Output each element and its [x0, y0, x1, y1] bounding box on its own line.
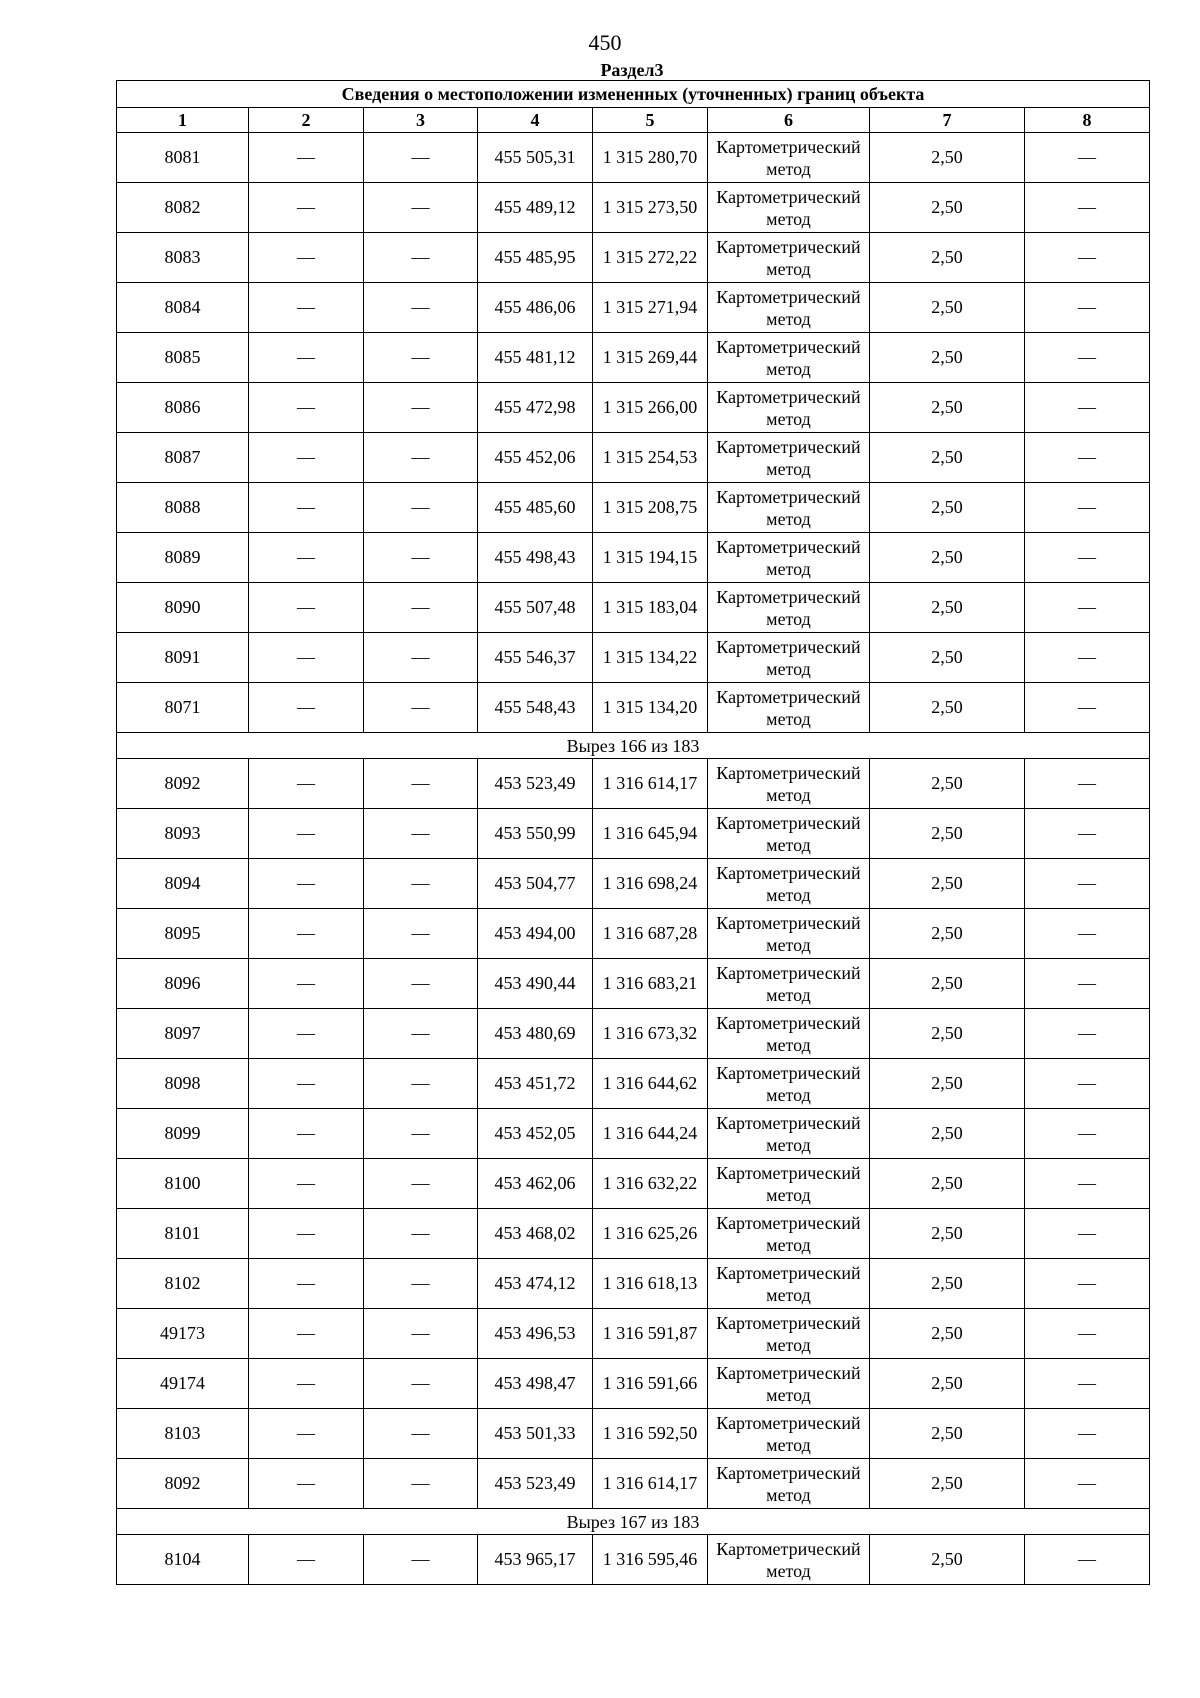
col-8-cell: — [1025, 383, 1150, 433]
determination-method-cell: Картометрический метод [708, 1059, 870, 1109]
col-2-cell: — [249, 533, 364, 583]
col-8-cell: — [1025, 633, 1150, 683]
col-3-cell: — [364, 483, 478, 533]
accuracy-cell: 2,50 [870, 1359, 1025, 1409]
table-row [117, 1159, 1150, 1209]
col-3-cell: — [364, 333, 478, 383]
point-number-cell: 8093 [117, 809, 249, 859]
table-row [117, 433, 1150, 483]
x-coordinate-cell: 453 501,33 [478, 1409, 593, 1459]
point-number-cell: 8092 [117, 759, 249, 809]
accuracy-cell: 2,50 [870, 959, 1025, 1009]
y-coordinate-cell: 1 316 687,28 [593, 909, 708, 959]
table-row [117, 183, 1150, 233]
y-coordinate-cell: 1 316 614,17 [593, 759, 708, 809]
table-row [117, 483, 1150, 533]
col-3-cell: — [364, 909, 478, 959]
col-3-cell: — [364, 1159, 478, 1209]
y-coordinate-cell: 1 316 614,17 [593, 1459, 708, 1509]
col-2-cell: — [249, 333, 364, 383]
point-number-cell: 8088 [117, 483, 249, 533]
y-coordinate-cell: 1 315 254,53 [593, 433, 708, 483]
col-3-cell: — [364, 859, 478, 909]
col-3-cell: — [364, 233, 478, 283]
table-row [117, 533, 1150, 583]
col-2-cell: — [249, 1109, 364, 1159]
table-row [117, 1309, 1150, 1359]
col-3-cell: — [364, 383, 478, 433]
accuracy-cell: 2,50 [870, 183, 1025, 233]
x-coordinate-cell: 455 505,31 [478, 133, 593, 183]
determination-method-cell: Картометрический метод [708, 233, 870, 283]
x-coordinate-cell: 453 474,12 [478, 1259, 593, 1309]
column-header-5: 5 [593, 108, 708, 133]
table-row [117, 633, 1150, 683]
table-row [117, 809, 1150, 859]
cutout-label: Вырез 166 из 183 [117, 733, 1150, 759]
col-3-cell: — [364, 1059, 478, 1109]
table-row [117, 859, 1150, 909]
determination-method-cell: Картометрический метод [708, 433, 870, 483]
point-number-cell: 8099 [117, 1109, 249, 1159]
table-row [117, 133, 1150, 183]
col-3-cell: — [364, 183, 478, 233]
table-row [117, 583, 1150, 633]
col-3-cell: — [364, 283, 478, 333]
col-3-cell: — [364, 1259, 478, 1309]
point-number-cell: 8086 [117, 383, 249, 433]
col-2-cell: — [249, 583, 364, 633]
determination-method-cell: Картометрический метод [708, 583, 870, 633]
accuracy-cell: 2,50 [870, 859, 1025, 909]
col-8-cell: — [1025, 959, 1150, 1009]
table-row [117, 1259, 1150, 1309]
col-8-cell: — [1025, 809, 1150, 859]
x-coordinate-cell: 453 523,49 [478, 759, 593, 809]
determination-method-cell: Картометрический метод [708, 133, 870, 183]
col-3-cell: — [364, 433, 478, 483]
col-2-cell: — [249, 1535, 364, 1585]
col-8-cell: — [1025, 233, 1150, 283]
y-coordinate-cell: 1 316 644,62 [593, 1059, 708, 1109]
y-coordinate-cell: 1 316 632,22 [593, 1159, 708, 1209]
col-3-cell: — [364, 1009, 478, 1059]
col-8-cell: — [1025, 759, 1150, 809]
cutout-label: Вырез 167 из 183 [117, 1509, 1150, 1535]
determination-method-cell: Картометрический метод [708, 283, 870, 333]
table-row [117, 383, 1150, 433]
y-coordinate-cell: 1 315 272,22 [593, 233, 708, 283]
col-8-cell: — [1025, 909, 1150, 959]
x-coordinate-cell: 453 965,17 [478, 1535, 593, 1585]
col-2-cell: — [249, 383, 364, 433]
y-coordinate-cell: 1 316 591,66 [593, 1359, 708, 1409]
boundary-coordinates-table [116, 80, 1150, 1585]
determination-method-cell: Картометрический метод [708, 859, 870, 909]
col-8-cell: — [1025, 859, 1150, 909]
point-number-cell: 8103 [117, 1409, 249, 1459]
table-row [117, 683, 1150, 733]
determination-method-cell: Картометрический метод [708, 1009, 870, 1059]
y-coordinate-cell: 1 316 698,24 [593, 859, 708, 909]
col-2-cell: — [249, 1309, 364, 1359]
point-number-cell: 8083 [117, 233, 249, 283]
table-row [117, 1535, 1150, 1585]
determination-method-cell: Картометрический метод [708, 959, 870, 1009]
col-8-cell: — [1025, 1259, 1150, 1309]
col-2-cell: — [249, 433, 364, 483]
col-8-cell: — [1025, 183, 1150, 233]
cutout-section-row [117, 733, 1150, 759]
col-2-cell: — [249, 859, 364, 909]
determination-method-cell: Картометрический метод [708, 809, 870, 859]
accuracy-cell: 2,50 [870, 483, 1025, 533]
col-2-cell: — [249, 683, 364, 733]
column-header-8: 8 [1025, 108, 1150, 133]
x-coordinate-cell: 453 550,99 [478, 809, 593, 859]
accuracy-cell: 2,50 [870, 1009, 1025, 1059]
determination-method-cell: Картометрический метод [708, 1535, 870, 1585]
table-row [117, 959, 1150, 1009]
table-row [117, 759, 1150, 809]
col-2-cell: — [249, 959, 364, 1009]
determination-method-cell: Картометрический метод [708, 1309, 870, 1359]
accuracy-cell: 2,50 [870, 433, 1025, 483]
column-header-6: 6 [708, 108, 870, 133]
page-number: 450 [588, 30, 622, 55]
x-coordinate-cell: 453 494,00 [478, 909, 593, 959]
col-2-cell: — [249, 759, 364, 809]
x-coordinate-cell: 455 507,48 [478, 583, 593, 633]
point-number-cell: 8085 [117, 333, 249, 383]
y-coordinate-cell: 1 316 645,94 [593, 809, 708, 859]
point-number-cell: 8097 [117, 1009, 249, 1059]
y-coordinate-cell: 1 315 271,94 [593, 283, 708, 333]
col-2-cell: — [249, 809, 364, 859]
y-coordinate-cell: 1 315 273,50 [593, 183, 708, 233]
determination-method-cell: Картометрический метод [708, 1359, 870, 1409]
point-number-cell: 8102 [117, 1259, 249, 1309]
accuracy-cell: 2,50 [870, 909, 1025, 959]
col-3-cell: — [364, 1109, 478, 1159]
col-2-cell: — [249, 1059, 364, 1109]
column-header-7: 7 [870, 108, 1025, 133]
accuracy-cell: 2,50 [870, 583, 1025, 633]
y-coordinate-cell: 1 315 280,70 [593, 133, 708, 183]
table-row [117, 233, 1150, 283]
x-coordinate-cell: 455 546,37 [478, 633, 593, 683]
accuracy-cell: 2,50 [870, 1159, 1025, 1209]
point-number-cell: 49173 [117, 1309, 249, 1359]
col-2-cell: — [249, 1159, 364, 1209]
col-8-cell: — [1025, 283, 1150, 333]
accuracy-cell: 2,50 [870, 533, 1025, 583]
determination-method-cell: Картометрический метод [708, 483, 870, 533]
determination-method-cell: Картометрический метод [708, 1409, 870, 1459]
table-row [117, 283, 1150, 333]
accuracy-cell: 2,50 [870, 383, 1025, 433]
y-coordinate-cell: 1 315 266,00 [593, 383, 708, 433]
determination-method-cell: Картометрический метод [708, 1159, 870, 1209]
col-3-cell: — [364, 1309, 478, 1359]
point-number-cell: 8100 [117, 1159, 249, 1209]
col-3-cell: — [364, 1409, 478, 1459]
col-3-cell: — [364, 633, 478, 683]
point-number-cell: 8104 [117, 1535, 249, 1585]
col-2-cell: — [249, 483, 364, 533]
section-title: Раздел3 [600, 60, 664, 80]
point-number-cell: 8089 [117, 533, 249, 583]
col-3-cell: — [364, 133, 478, 183]
column-header-row [117, 108, 1150, 133]
y-coordinate-cell: 1 316 683,21 [593, 959, 708, 1009]
col-3-cell: — [364, 1535, 478, 1585]
point-number-cell: 8084 [117, 283, 249, 333]
y-coordinate-cell: 1 316 618,13 [593, 1259, 708, 1309]
col-3-cell: — [364, 583, 478, 633]
y-coordinate-cell: 1 315 183,04 [593, 583, 708, 633]
col-8-cell: — [1025, 483, 1150, 533]
col-8-cell: — [1025, 1409, 1150, 1459]
column-header-3: 3 [364, 108, 478, 133]
table-row [117, 1409, 1150, 1459]
determination-method-cell: Картометрический метод [708, 1259, 870, 1309]
x-coordinate-cell: 455 486,06 [478, 283, 593, 333]
accuracy-cell: 2,50 [870, 133, 1025, 183]
accuracy-cell: 2,50 [870, 1209, 1025, 1259]
determination-method-cell: Картометрический метод [708, 909, 870, 959]
determination-method-cell: Картометрический метод [708, 1209, 870, 1259]
col-2-cell: — [249, 1209, 364, 1259]
col-8-cell: — [1025, 533, 1150, 583]
table-caption: Сведения о местоположении измененных (уточненных) границ объекта [117, 81, 1150, 108]
point-number-cell: 8094 [117, 859, 249, 909]
col-3-cell: — [364, 1459, 478, 1509]
accuracy-cell: 2,50 [870, 233, 1025, 283]
col-8-cell: — [1025, 1059, 1150, 1109]
x-coordinate-cell: 455 489,12 [478, 183, 593, 233]
accuracy-cell: 2,50 [870, 1535, 1025, 1585]
point-number-cell: 8098 [117, 1059, 249, 1109]
table-row [117, 1209, 1150, 1259]
col-2-cell: — [249, 133, 364, 183]
x-coordinate-cell: 455 472,98 [478, 383, 593, 433]
point-number-cell: 8095 [117, 909, 249, 959]
column-header-2: 2 [249, 108, 364, 133]
table-row [117, 1109, 1150, 1159]
col-3-cell: — [364, 683, 478, 733]
table-row [117, 333, 1150, 383]
col-3-cell: — [364, 1209, 478, 1259]
col-2-cell: — [249, 1359, 364, 1409]
determination-method-cell: Картометрический метод [708, 533, 870, 583]
determination-method-cell: Картометрический метод [708, 633, 870, 683]
y-coordinate-cell: 1 316 644,24 [593, 1109, 708, 1159]
x-coordinate-cell: 453 498,47 [478, 1359, 593, 1409]
table-row [117, 1459, 1150, 1509]
col-3-cell: — [364, 809, 478, 859]
point-number-cell: 8081 [117, 133, 249, 183]
determination-method-cell: Картометрический метод [708, 333, 870, 383]
col-2-cell: — [249, 233, 364, 283]
y-coordinate-cell: 1 316 673,32 [593, 1009, 708, 1059]
col-3-cell: — [364, 759, 478, 809]
col-3-cell: — [364, 959, 478, 1009]
determination-method-cell: Картометрический метод [708, 1459, 870, 1509]
col-2-cell: — [249, 1009, 364, 1059]
point-number-cell: 8096 [117, 959, 249, 1009]
table-row [117, 1009, 1150, 1059]
col-3-cell: — [364, 533, 478, 583]
y-coordinate-cell: 1 316 592,50 [593, 1409, 708, 1459]
table-row [117, 1059, 1150, 1109]
col-8-cell: — [1025, 1209, 1150, 1259]
y-coordinate-cell: 1 315 134,20 [593, 683, 708, 733]
y-coordinate-cell: 1 315 194,15 [593, 533, 708, 583]
x-coordinate-cell: 453 523,49 [478, 1459, 593, 1509]
table-row [117, 1359, 1150, 1409]
y-coordinate-cell: 1 315 269,44 [593, 333, 708, 383]
x-coordinate-cell: 455 485,60 [478, 483, 593, 533]
accuracy-cell: 2,50 [870, 1059, 1025, 1109]
point-number-cell: 8091 [117, 633, 249, 683]
y-coordinate-cell: 1 316 595,46 [593, 1535, 708, 1585]
col-8-cell: — [1025, 1459, 1150, 1509]
determination-method-cell: Картометрический метод [708, 383, 870, 433]
accuracy-cell: 2,50 [870, 633, 1025, 683]
x-coordinate-cell: 453 490,44 [478, 959, 593, 1009]
table-row [117, 909, 1150, 959]
x-coordinate-cell: 455 485,95 [478, 233, 593, 283]
col-2-cell: — [249, 633, 364, 683]
point-number-cell: 8092 [117, 1459, 249, 1509]
determination-method-cell: Картометрический метод [708, 183, 870, 233]
point-number-cell: 8087 [117, 433, 249, 483]
accuracy-cell: 2,50 [870, 1309, 1025, 1359]
accuracy-cell: 2,50 [870, 283, 1025, 333]
x-coordinate-cell: 453 462,06 [478, 1159, 593, 1209]
determination-method-cell: Картометрический метод [708, 759, 870, 809]
x-coordinate-cell: 453 468,02 [478, 1209, 593, 1259]
accuracy-cell: 2,50 [870, 809, 1025, 859]
accuracy-cell: 2,50 [870, 683, 1025, 733]
col-3-cell: — [364, 1359, 478, 1409]
col-8-cell: — [1025, 1009, 1150, 1059]
x-coordinate-cell: 453 480,69 [478, 1009, 593, 1059]
x-coordinate-cell: 455 498,43 [478, 533, 593, 583]
col-8-cell: — [1025, 133, 1150, 183]
x-coordinate-cell: 453 504,77 [478, 859, 593, 909]
col-2-cell: — [249, 183, 364, 233]
col-8-cell: — [1025, 1535, 1150, 1585]
col-2-cell: — [249, 1459, 364, 1509]
y-coordinate-cell: 1 316 625,26 [593, 1209, 708, 1259]
point-number-cell: 49174 [117, 1359, 249, 1409]
accuracy-cell: 2,50 [870, 1409, 1025, 1459]
determination-method-cell: Картометрический метод [708, 683, 870, 733]
x-coordinate-cell: 455 548,43 [478, 683, 593, 733]
col-8-cell: — [1025, 583, 1150, 633]
x-coordinate-cell: 453 496,53 [478, 1309, 593, 1359]
column-header-1: 1 [117, 108, 249, 133]
y-coordinate-cell: 1 315 134,22 [593, 633, 708, 683]
column-header-4: 4 [478, 108, 593, 133]
col-2-cell: — [249, 909, 364, 959]
accuracy-cell: 2,50 [870, 1459, 1025, 1509]
accuracy-cell: 2,50 [870, 759, 1025, 809]
x-coordinate-cell: 453 452,05 [478, 1109, 593, 1159]
accuracy-cell: 2,50 [870, 333, 1025, 383]
point-number-cell: 8101 [117, 1209, 249, 1259]
col-8-cell: — [1025, 1359, 1150, 1409]
determination-method-cell: Картометрический метод [708, 1109, 870, 1159]
accuracy-cell: 2,50 [870, 1109, 1025, 1159]
x-coordinate-cell: 455 481,12 [478, 333, 593, 383]
col-8-cell: — [1025, 1109, 1150, 1159]
x-coordinate-cell: 453 451,72 [478, 1059, 593, 1109]
table-body [117, 133, 1150, 1585]
point-number-cell: 8071 [117, 683, 249, 733]
col-8-cell: — [1025, 1309, 1150, 1359]
accuracy-cell: 2,50 [870, 1259, 1025, 1309]
col-8-cell: — [1025, 1159, 1150, 1209]
cutout-section-row [117, 1509, 1150, 1535]
col-2-cell: — [249, 283, 364, 333]
col-8-cell: — [1025, 333, 1150, 383]
point-number-cell: 8090 [117, 583, 249, 633]
col-8-cell: — [1025, 683, 1150, 733]
x-coordinate-cell: 455 452,06 [478, 433, 593, 483]
y-coordinate-cell: 1 315 208,75 [593, 483, 708, 533]
col-2-cell: — [249, 1259, 364, 1309]
col-8-cell: — [1025, 433, 1150, 483]
col-2-cell: — [249, 1409, 364, 1459]
point-number-cell: 8082 [117, 183, 249, 233]
y-coordinate-cell: 1 316 591,87 [593, 1309, 708, 1359]
